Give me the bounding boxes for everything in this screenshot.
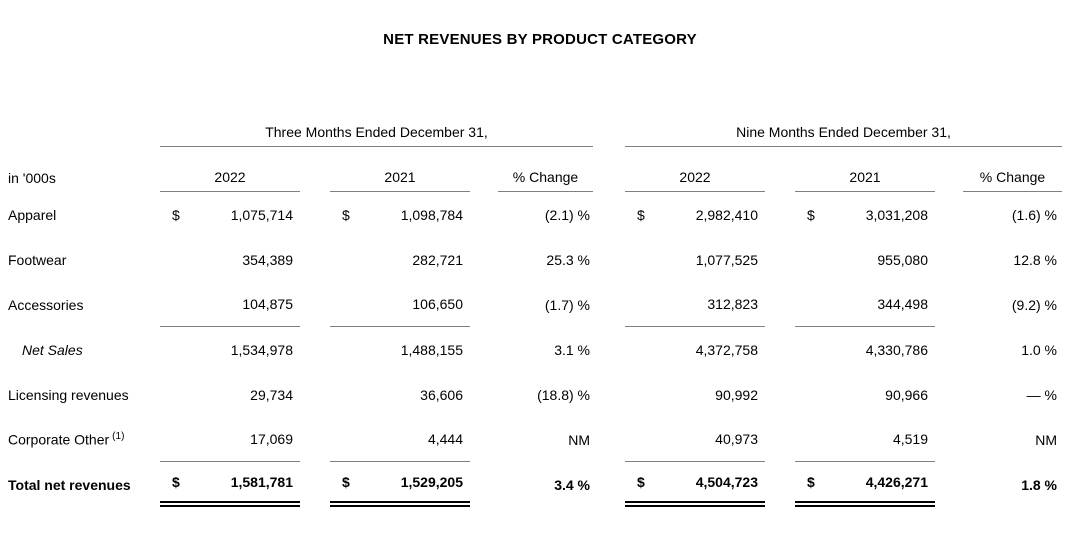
dollar-sign: $ xyxy=(807,473,815,490)
cell-value: 3,031,208 xyxy=(865,206,928,223)
cell-value: 17,069 xyxy=(250,431,293,447)
table-row-corporate-other xyxy=(0,417,1080,462)
column-header-row xyxy=(0,147,1080,192)
cell-value: — % xyxy=(1026,386,1057,403)
cell-9m-pct-change xyxy=(963,417,1062,462)
dollar-sign: $ xyxy=(172,206,180,223)
dollar-sign: $ xyxy=(342,473,350,490)
cell-3m-pct-change xyxy=(498,282,593,327)
cell-3m-2021 xyxy=(330,417,470,462)
table-row-footwear xyxy=(0,237,1080,282)
cell-9m-2021 xyxy=(795,237,935,282)
row-label: Accessories xyxy=(8,296,84,313)
cell-9m-pct-change xyxy=(963,237,1062,282)
cell-value: 312,823 xyxy=(707,296,758,312)
cell-9m-2022 xyxy=(625,192,765,237)
cell-value: (18.8) % xyxy=(537,386,590,403)
col-header-9m-2021: 2021 xyxy=(795,169,935,192)
footnote-marker: (1) xyxy=(112,431,125,443)
cell-9m-2021 xyxy=(795,462,935,507)
cell-3m-2021 xyxy=(330,192,470,237)
cell-3m-2021 xyxy=(330,327,470,372)
cell-value: 104,875 xyxy=(242,296,293,312)
table-row-accessories xyxy=(0,282,1080,327)
cell-3m-2022 xyxy=(160,372,300,417)
cell-value: 3.4 % xyxy=(554,476,590,493)
cell-9m-2021 xyxy=(795,372,935,417)
cell-value: 25.3 % xyxy=(546,251,590,268)
cell-value: (9.2) % xyxy=(1011,296,1057,313)
cell-value: 1,098,784 xyxy=(400,206,463,223)
cell-value: 1.8 % xyxy=(1021,476,1057,493)
cell-3m-pct-change xyxy=(498,417,593,462)
cell-value: 1,488,155 xyxy=(400,341,463,358)
cell-3m-pct-change xyxy=(498,192,593,237)
cell-value: 1,534,978 xyxy=(230,341,293,358)
cell-9m-2022 xyxy=(625,282,765,327)
cell-value: 4,330,786 xyxy=(865,341,928,358)
cell-3m-2021 xyxy=(330,372,470,417)
cell-value: 955,080 xyxy=(877,251,928,268)
cell-value: 1.0 % xyxy=(1021,341,1057,358)
col-header-9m-2022: 2022 xyxy=(625,169,765,192)
cell-value: 2,982,410 xyxy=(695,206,758,223)
cell-3m-pct-change xyxy=(498,462,593,507)
cell-value: 4,519 xyxy=(892,431,928,447)
cell-value: (2.1) % xyxy=(544,206,590,223)
row-label: Net Sales xyxy=(22,341,83,358)
cell-value: 4,372,758 xyxy=(695,341,758,358)
cell-value: 1,529,205 xyxy=(400,473,463,490)
cell-9m-2021 xyxy=(795,282,935,327)
cell-value: (1.7) % xyxy=(544,296,590,313)
cell-3m-pct-change xyxy=(498,372,593,417)
col-header-3m-pct-change: % Change xyxy=(498,169,593,192)
cell-9m-pct-change xyxy=(963,282,1062,327)
cell-3m-2022 xyxy=(160,327,300,372)
cell-3m-2022 xyxy=(160,192,300,237)
table-row-net-sales xyxy=(0,327,1080,372)
cell-9m-2022 xyxy=(625,417,765,462)
cell-9m-pct-change xyxy=(963,462,1062,507)
cell-value: 106,650 xyxy=(412,296,463,312)
cell-9m-2022 xyxy=(625,237,765,282)
cell-value: 29,734 xyxy=(250,386,293,403)
cell-value: 12.8 % xyxy=(1013,251,1057,268)
cell-value: 3.1 % xyxy=(554,341,590,358)
cell-value: 1,075,714 xyxy=(230,206,293,223)
cell-value: 40,973 xyxy=(715,431,758,447)
report-title: NET REVENUES BY PRODUCT CATEGORY xyxy=(383,31,697,48)
cell-9m-2021 xyxy=(795,192,935,237)
cell-3m-2021 xyxy=(330,462,470,507)
col-header-3m-2021: 2021 xyxy=(330,169,470,192)
table-row-total-net-revenues xyxy=(0,462,1080,507)
cell-9m-2022 xyxy=(625,462,765,507)
cell-value: 4,504,723 xyxy=(695,473,758,490)
cell-9m-pct-change xyxy=(963,192,1062,237)
cell-3m-2022 xyxy=(160,282,300,327)
row-label: Licensing revenues xyxy=(8,386,129,403)
cell-9m-pct-change xyxy=(963,327,1062,372)
row-label: Apparel xyxy=(8,206,57,223)
cell-value: 90,966 xyxy=(885,386,928,403)
cell-value: NM xyxy=(1035,431,1057,448)
dollar-sign: $ xyxy=(342,206,350,223)
cell-3m-2022 xyxy=(160,417,300,462)
table-row-licensing-revenues xyxy=(0,372,1080,417)
group-header-nine-months: Nine Months Ended December 31, xyxy=(625,124,1062,147)
cell-9m-2022 xyxy=(625,327,765,372)
cell-9m-pct-change xyxy=(963,372,1062,417)
dollar-sign: $ xyxy=(807,206,815,223)
cell-9m-2021 xyxy=(795,417,935,462)
col-header-3m-2022: 2022 xyxy=(160,169,300,192)
cell-value: 1,581,781 xyxy=(230,473,293,490)
cell-value: 4,426,271 xyxy=(865,473,928,490)
cell-value: 4,444 xyxy=(427,431,463,447)
cell-value: 90,992 xyxy=(715,386,758,403)
dollar-sign: $ xyxy=(172,473,180,490)
cell-value: 354,389 xyxy=(242,251,293,268)
cell-value: 282,721 xyxy=(412,251,463,268)
group-header-three-months: Three Months Ended December 31, xyxy=(160,124,593,147)
cell-3m-pct-change xyxy=(498,237,593,282)
cell-3m-2022 xyxy=(160,237,300,282)
cell-value: 1,077,525 xyxy=(695,251,758,268)
row-label: Corporate Other $^{(1)}$ xyxy=(8,431,125,448)
unit-label: in '000s xyxy=(8,170,56,186)
cell-3m-2021 xyxy=(330,282,470,327)
col-header-9m-pct-change: % Change xyxy=(963,169,1062,192)
cell-3m-2022 xyxy=(160,462,300,507)
cell-3m-pct-change xyxy=(498,327,593,372)
dollar-sign: $ xyxy=(637,473,645,490)
net-revenues-table xyxy=(0,106,1080,507)
cell-value: (1.6) % xyxy=(1011,206,1057,223)
dollar-sign: $ xyxy=(637,206,645,223)
cell-9m-2021 xyxy=(795,327,935,372)
cell-value: NM xyxy=(568,431,590,448)
cell-value: 344,498 xyxy=(877,296,928,312)
cell-9m-2022 xyxy=(625,372,765,417)
row-label: Footwear xyxy=(8,251,67,268)
row-label: Total net revenues xyxy=(8,476,131,493)
table-row-apparel xyxy=(0,192,1080,237)
cell-3m-2021 xyxy=(330,237,470,282)
cell-value: 36,606 xyxy=(420,386,463,403)
period-group-header-row xyxy=(0,106,1080,147)
